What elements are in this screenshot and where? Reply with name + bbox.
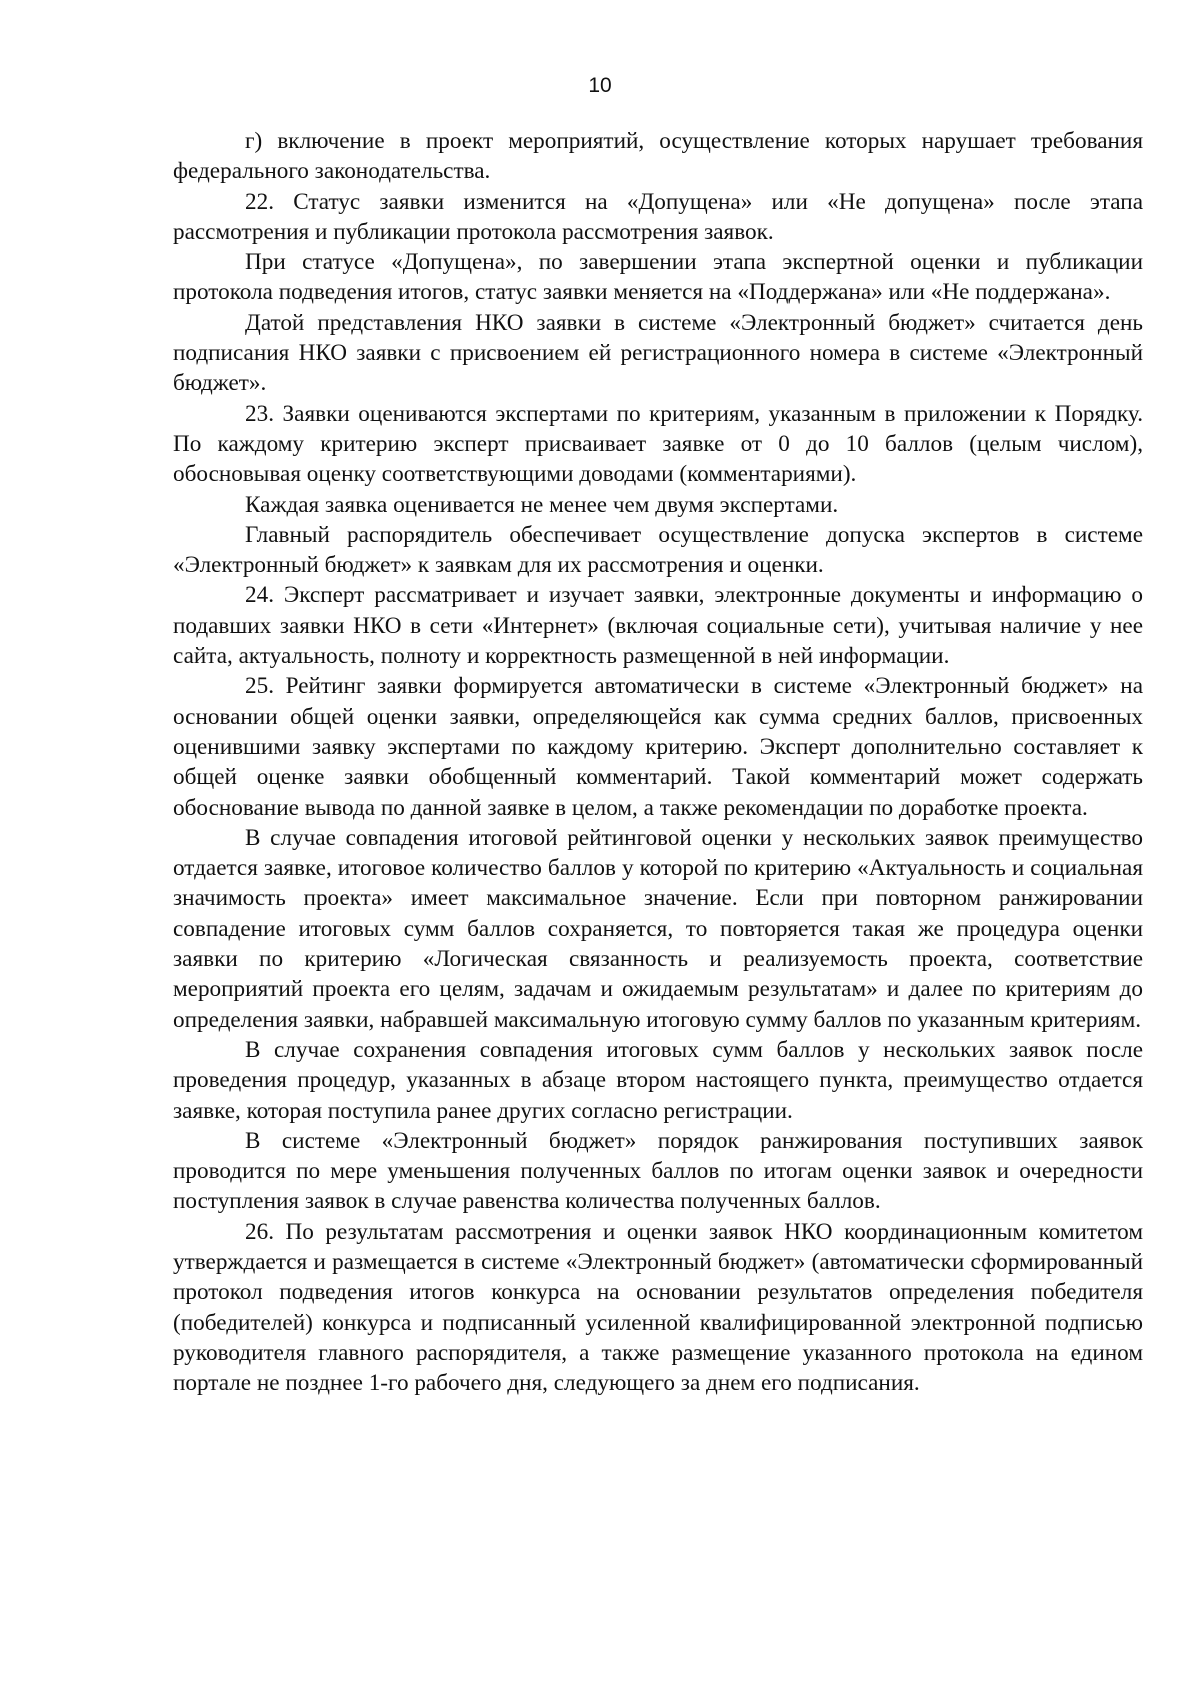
paragraph-22-date: Датой представления НКО заявки в системе «Электронный бюджет» считается день подписания НКО заявки с присвоением ей регистрационного номера в системе «Электронный бюджет». xyxy=(173,309,1143,397)
paragraph-25-ranking: В системе «Электронный бюджет» порядок ранжирования поступивших заявок проводится по мере уменьшения полученных баллов по итогам оценки заявок и очередности поступления заявок в случае равенства количества полученных баллов. xyxy=(173,1127,1143,1215)
paragraph-22: 22. Статус заявки изменится на «Допущена» или «Не допущена» после этапа рассмотрения и публикации протокола рассмотрения заявок. xyxy=(173,188,1143,245)
paragraph-23-experts: Каждая заявка оценивается не менее чем двумя экспертами. xyxy=(245,491,839,518)
paragraph-26: 26. По результатам рассмотрения и оценки заявок НКО координационным комитетом утверждается и размещается в системе «Электронный бюджет» (автоматически сформированный протокол подведения итогов конкурса на основании результатов определения победителя (победителей) конкурса и подписанный усиленной квалифицированной электронной подписью руководителя главного распорядителя, а также размещение указанного протокола на едином портале не позднее 1-го рабочего дня, следующего за днем его подписания. xyxy=(173,1218,1143,1397)
paragraph-25-registration: В случае сохранения совпадения итоговых сумм баллов у нескольких заявок после проведения процедур, указанных в абзаце втором настоящего пункта, преимущество отдается заявке, которая поступила ранее других согласно регистрации. xyxy=(173,1036,1143,1124)
paragraph-24: 24. Эксперт рассматривает и изучает заявки, электронные документы и информацию о подавших заявки НКО в сети «Интернет» (включая социальные сети), учитывая наличие у нее сайта, актуальность, полноту и корректность размещенной в ней информации. xyxy=(173,582,1143,670)
document-body xyxy=(173,126,1143,1398)
paragraph-25: 25. Рейтинг заявки формируется автоматически в системе «Электронный бюджет» на основании общей оценки заявки, определяющейся как сумма средних баллов, присвоенных оценившими заявку экспертами по каждому критерию. Эксперт дополнительно составляет к общей оценке заявки обобщенный комментарий. Такой комментарий может содержать обоснование вывода по данной заявке в целом, а также рекомендации по доработке проекта. xyxy=(173,673,1143,821)
paragraph-22-status: При статусе «Допущена», по завершении этапа экспертной оценки и публикации протокола подведения итогов, статус заявки меняется на «Поддержана» или «Не поддержана». xyxy=(173,249,1143,306)
paragraph-clause-g: г) включение в проект мероприятий, осуществление которых нарушает требования федерального законодательства. xyxy=(173,128,1143,185)
paragraph-25-tie: В случае совпадения итоговой рейтинговой оценки у нескольких заявок преимущество отдается заявке, итоговое количество баллов у которой по критерию «Актуальность и социальная значимость проекта» имеет максимальное значение. Если при повторном ранжировании совпадение итоговых сумм баллов сохраняется, то повторяется такая же процедура оценки заявки по критерию «Логическая связанность и реализуемость проекта, соответствие мероприятий проекта его целям, задачам и ожидаемым результатам» и далее по критериям до определения заявки, набравшей максимальную итоговую сумму баллов по указанным критериям. xyxy=(173,824,1143,1033)
paragraph-23: 23. Заявки оцениваются экспертами по критериям, указанным в приложении к Порядку. По каждому критерию эксперт присваивает заявке от 0 до 10 баллов (целым числом), обосновывая оценку соответствующими доводами (комментариями). xyxy=(173,400,1143,488)
paragraph-23-access: Главный распорядитель обеспечивает осуществление допуска экспертов в системе «Электронный бюджет» к заявкам для их рассмотрения и оценки. xyxy=(173,521,1143,579)
page-number: 10 xyxy=(588,74,612,97)
